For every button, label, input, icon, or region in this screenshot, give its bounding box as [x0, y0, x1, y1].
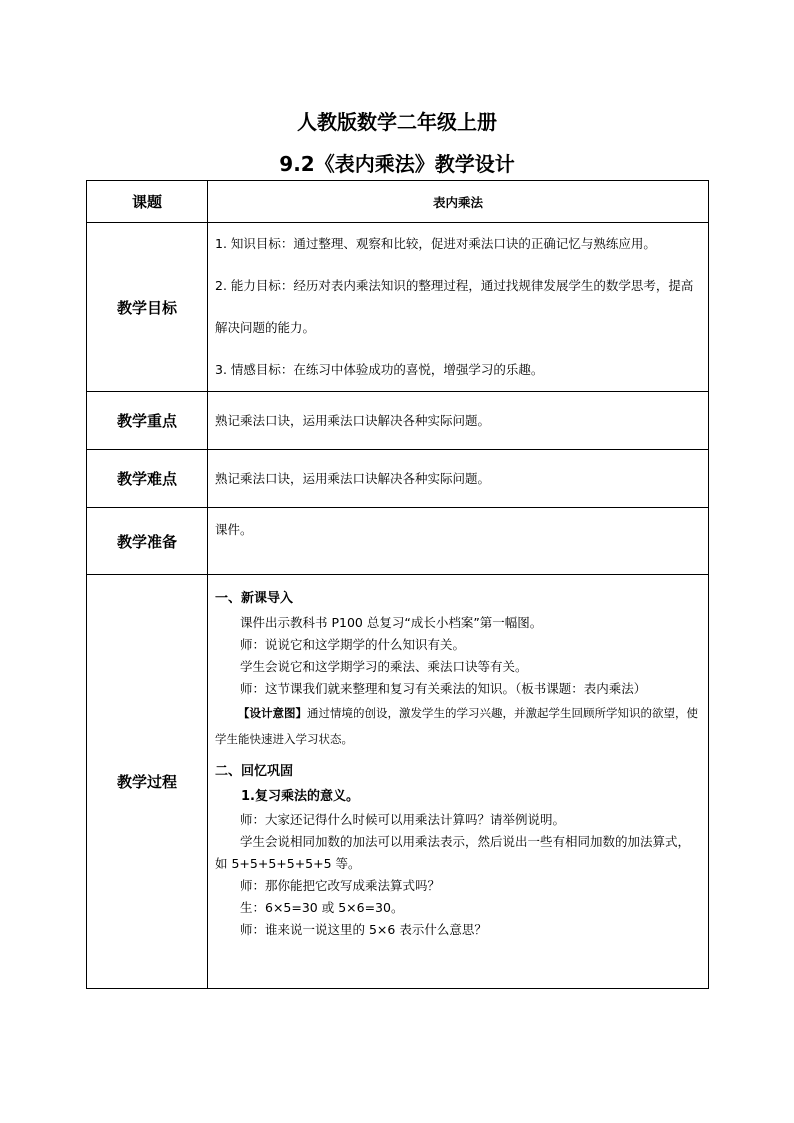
table-row-difficulties [87, 450, 709, 508]
preparation-text: 课件。 [208, 508, 709, 575]
table-row-process [87, 575, 709, 989]
paragraph: 学生会说它和这学期学习的乘法、乘法口诀等有关。 [240, 659, 528, 674]
objective-item: 2. 能力目标：经历对表内乘法知识的整理过程，通过找规律发展学生的数学思考，提高解决问题的能力。 [215, 278, 694, 335]
preparation-label: 教学准备 [87, 508, 208, 575]
objective-item: 1. 知识目标：通过整理、观察和比较，促进对乘法口诀的正确记忆与熟练应用。 [215, 236, 656, 251]
table-row-topic [87, 181, 709, 223]
topic-label: 课题 [87, 181, 208, 223]
paragraph: 学生会说相同加数的加法可以用乘法表示，然后说出一些有相同加数的加法算式，如 5+5+5+5+5+5 等。 [215, 834, 691, 871]
difficulties-text: 熟记乘法口诀，运用乘法口诀解决各种实际问题。 [208, 450, 709, 508]
paragraph: 课件出示教科书 P100 总复习“成长小档案”第一幅图。 [240, 615, 543, 630]
table-row-preparation [87, 508, 709, 575]
key-points-text: 熟记乘法口诀，运用乘法口诀解决各种实际问题。 [208, 392, 709, 450]
paragraph: 师：谁来说一说这里的 5×6 表示什么意思？ [240, 922, 487, 937]
design-intent-text: 通过情境的创设，激发学生的学习兴趣，并激起学生回顾所学知识的欲望，使学生能快速进入学习状态。 [215, 706, 698, 746]
table-row-objectives [87, 223, 709, 392]
paragraph: 生：6×5=30 或 5×6=30。 [240, 900, 404, 915]
section-title: 二、回忆巩固 [215, 764, 294, 779]
table-row-key-points [87, 392, 709, 450]
document-subtitle: 9.2《表内乘法》教学设计 [279, 152, 515, 176]
lesson-plan-table [86, 180, 709, 989]
section-title: 一、新课导入 [215, 591, 294, 606]
process-label: 教学过程 [87, 575, 208, 989]
paragraph: 师：大家还记得什么时候可以用乘法计算吗？请举例说明。 [240, 812, 566, 827]
subsection-title: 1.复习乘法的意义。 [241, 789, 359, 804]
paragraph: 师：这节课我们就来整理和复习有关乘法的知识。（板书课题：表内乘法） [240, 681, 647, 696]
objectives-content [208, 223, 709, 392]
objective-item: 3. 情感目标：在练习中体验成功的喜悦，增强学习的乐趣。 [215, 362, 544, 377]
objectives-label: 教学目标 [87, 223, 208, 392]
design-intent-note [215, 700, 701, 752]
difficulties-label: 教学难点 [87, 450, 208, 508]
key-points-label: 教学重点 [87, 392, 208, 450]
process-content [208, 575, 709, 989]
design-intent-tag: 【设计意图】 [238, 706, 307, 720]
document-title: 人教版数学二年级上册 [297, 110, 497, 134]
topic-value: 表内乘法 [208, 181, 709, 223]
paragraph: 师：那你能把它改写成乘法算式吗？ [240, 878, 441, 893]
paragraph: 师：说说它和这学期学的什么知识有关。 [240, 637, 466, 652]
